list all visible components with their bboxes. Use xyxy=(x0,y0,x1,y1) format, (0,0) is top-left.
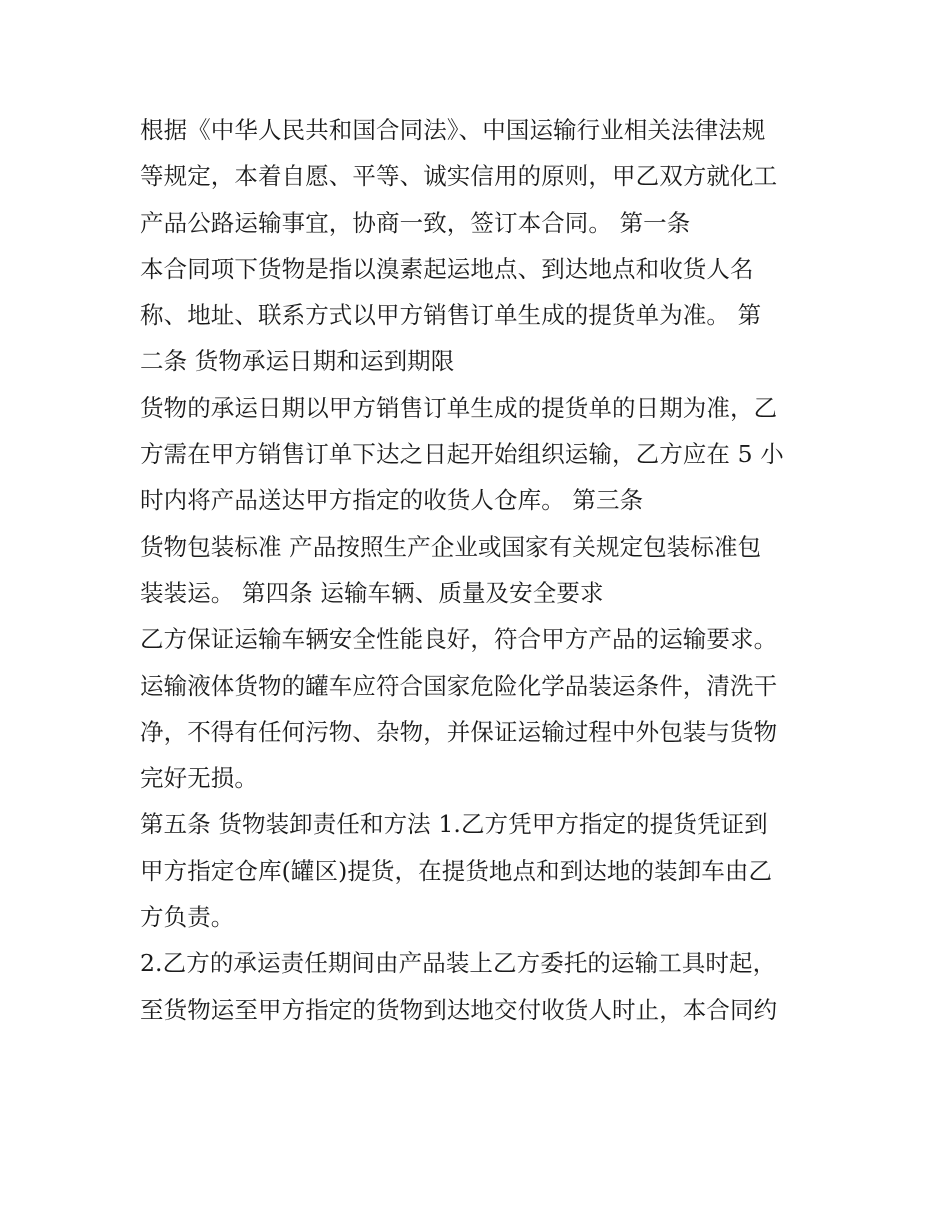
text-line: 方需在甲方销售订单下达之日起开始组织运输，乙方应在 5 小 xyxy=(140,440,784,469)
text-line: 货物的承运日期以甲方销售订单生成的提货单的日期为准，乙 xyxy=(140,393,778,422)
text-line: 货物包装标准 产品按照生产企业或国家有关规定包装标准包 xyxy=(140,532,762,561)
text-line: 至货物运至甲方指定的货物到达地交付收货人时止，本合同约 xyxy=(140,995,778,1024)
text-line: 乙方保证运输车辆安全性能良好，符合甲方产品的运输要求。 xyxy=(140,625,778,654)
text-line: 根据《中华人民共和国合同法》、中国运输行业相关法律法规 xyxy=(140,116,766,144)
text-line: 净，不得有任何污物、杂物，并保证运输过程中外包装与货物 xyxy=(140,717,778,746)
text-line: 装装运。 第四条 运输车辆、质量及安全要求 xyxy=(140,578,604,607)
text-line: 2.乙方的承运责任期间由产品装上乙方委托的运输工具时起， xyxy=(140,949,777,978)
text-line: 时内将产品送达甲方指定的收货人仓库。 第三条 xyxy=(140,486,644,515)
text-line: 甲方指定仓库(罐区)提货，在提货地点和到达地的装卸车由乙 xyxy=(140,856,773,885)
text-line: 称、地址、联系方式以甲方销售订单生成的提货单为准。 第 xyxy=(140,301,762,330)
text-line: 运输液体货物的罐车应符合国家危险化学品装运条件，清洗干 xyxy=(140,671,778,700)
text-line: 完好无损。 xyxy=(140,764,258,793)
text-line: 第五条 货物装卸责任和方法 1.乙方凭甲方指定的提货凭证到 xyxy=(140,810,768,839)
text-line: 二条 货物承运日期和运到期限 xyxy=(140,347,455,376)
text-line: 等规定，本着自愿、平等、诚实信用的原则，甲乙双方就化工 xyxy=(140,162,778,191)
contract-text xyxy=(140,107,820,1033)
text-line: 方负责。 xyxy=(140,903,235,932)
text-line: 产品公路运输事宜，协商一致，签订本合同。 第一条 xyxy=(140,208,691,237)
text-line: 本合同项下货物是指以溴素起运地点、到达地点和收货人名 xyxy=(140,254,754,283)
